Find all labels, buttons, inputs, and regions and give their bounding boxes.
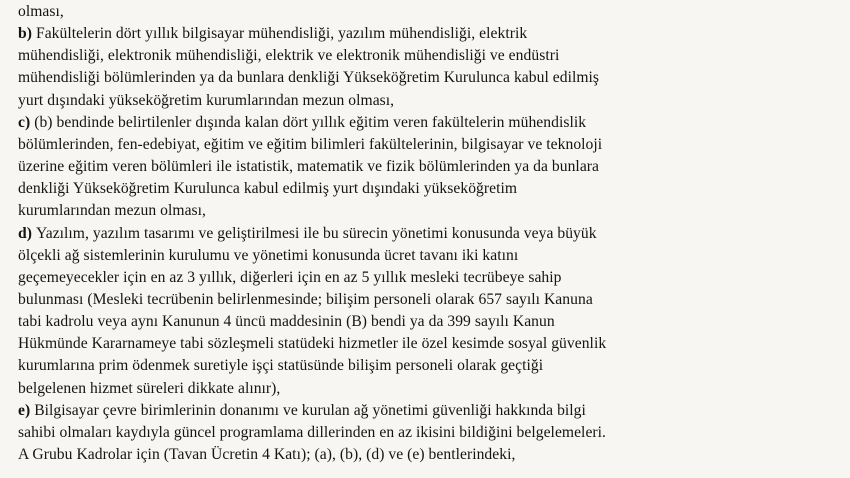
list-item-marker: c)	[18, 113, 31, 131]
document-line	[18, 112, 586, 134]
document-line	[18, 378, 280, 400]
page-bottom-edge	[0, 474, 850, 478]
document-line	[18, 267, 562, 289]
line-text: bölümlerinden, fen-edebiyat, eğitim ve eğitim bilimleri fakültelerinin, bilgisayar ve teknoloji	[18, 135, 603, 153]
document-line	[18, 178, 517, 200]
line-text: Hükmünde Kararnameye tabi sözleşmeli statüdeki hizmetler ile özel kesimde sosyal güvenlik	[18, 335, 607, 353]
line-text: üzerine eğitim veren bölümleri ile istatistik, matematik ve fizik bölümlerinden ya da bunlara	[18, 158, 600, 176]
document-line	[18, 45, 559, 67]
line-text: tabi kadrolu veya aynı Kanunun 4 üncü maddesinin (B) bendi ya da 399 sayılı Kanun	[18, 313, 555, 331]
document-line	[18, 156, 599, 178]
line-text: denkliği Yükseköğretim Kurulunca kabul edilmiş yurt dışındaki yükseköğretim	[18, 180, 518, 198]
line-text: Fakültelerin dört yıllık bilgisayar mühendisliği, yazılım mühendisliği, elektrik	[35, 25, 528, 43]
list-item-marker: d)	[18, 224, 32, 242]
document-line	[18, 67, 599, 89]
document-line	[18, 23, 527, 45]
document-line	[18, 333, 606, 355]
line-text: yurt dışındaki yükseköğretim kurumlarından mezun olması,	[18, 91, 395, 109]
line-text: Yazılım, yazılım tasarımı ve geliştirilmesi ile bu sürecin yönetimi konusunda veya büyük	[35, 224, 597, 242]
line-text: bulunması (Mesleki tecrübenin belirlenmesinde; bilişim personeli olarak 657 sayılı Kanuna	[18, 290, 593, 308]
list-item-marker: e)	[18, 401, 31, 419]
document-line	[18, 200, 206, 222]
line-text: (b) bendinde belirtilenler dışında kalan dört yıllık eğitim veren fakültelerin mühendislik	[34, 113, 587, 131]
line-text: kurumlarına prim ödenmek suretiyle işçi statüsünde bilişim personeli olarak geçtiği	[18, 357, 544, 375]
document-line	[18, 289, 593, 311]
document-line	[18, 90, 394, 112]
line-text: olması,	[18, 3, 64, 20]
line-text: belgelenen hizmet süreleri dikkate alınır),	[18, 379, 281, 397]
line-text: geçemeyecekler için en az 3 yıllık, diğerleri için en az 5 yıllık mesleki tecrübeye sahip	[18, 268, 562, 286]
document-line	[18, 400, 586, 422]
document-line	[18, 1, 64, 23]
line-text: A Grubu Kadrolar için (Tavan Ücretin 4 Katı); (a), (b), (d) ve (e) bentlerindeki,	[18, 446, 516, 463]
line-text: mühendisliği, elektronik mühendisliği, elektrik ve elektronik mühendisliği ve endüstri	[18, 47, 560, 65]
line-text: kurumlarından mezun olması,	[18, 202, 206, 220]
line-text: ölçekli ağ sistemlerinin kurulumu ve yönetimi konusunda ücret tavanı iki katını	[18, 246, 519, 264]
document-line	[18, 444, 515, 466]
document-line	[18, 245, 518, 267]
list-item-marker: b)	[18, 25, 32, 43]
document-line	[18, 223, 597, 245]
line-text: Bilgisayar çevre birimlerinin donanımı ve kurulan ağ yönetimi güvenliği hakkında bilgi	[34, 401, 586, 419]
document-line	[18, 134, 602, 156]
document-line	[18, 355, 543, 377]
document-line	[18, 311, 555, 333]
line-text: mühendisliği bölümlerinden ya da bunlara denkliği Yükseköğretim Kurulunca kabul edilmiş	[18, 69, 600, 87]
document-line	[18, 422, 606, 444]
line-text: sahibi olmaları kaydıyla güncel programlama dillerinden en az ikisini bildiğini belgelemeleri.	[18, 423, 606, 441]
